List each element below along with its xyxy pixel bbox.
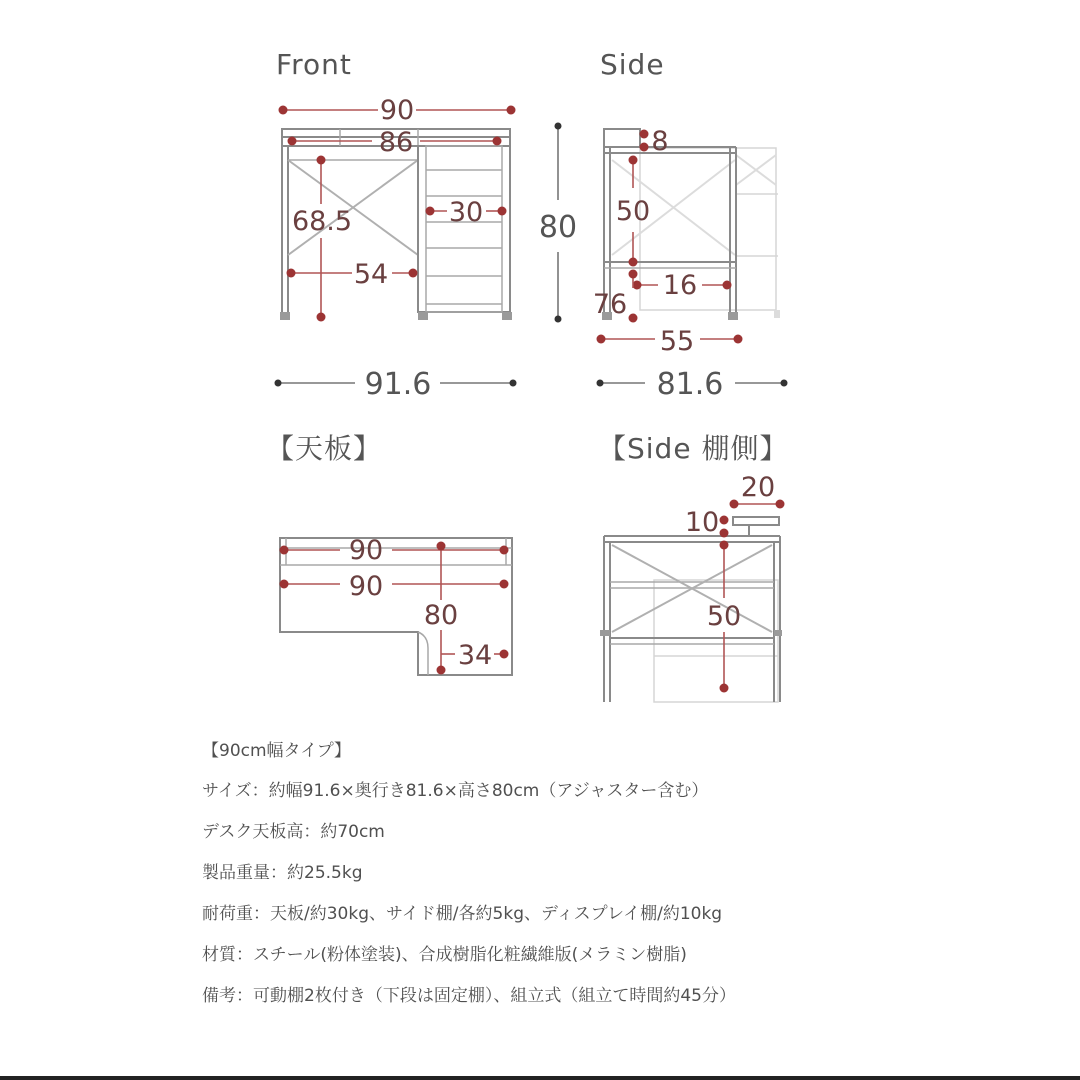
dim-side-top-gap: 8 [651,126,669,157]
side-shelf-view [600,472,785,702]
spec-material: 材質：スチール(粉体塗装)、合成樹脂化粧繊維版(メラミン樹脂) [202,945,687,965]
dim-top-width-back: 90 [348,535,384,566]
dim-front-overall-width: 91.6 [364,367,432,402]
dim-side-height: 50 [615,196,651,227]
spec-weight: 製品重量：約25.5kg [202,863,363,883]
dim-front-drawer-width: 30 [448,197,484,228]
spec-load-capacity: 耐荷重：天板/約30kg、サイド棚/各約5kg、ディスプレイ棚/約10kg [202,904,723,924]
view-label-side: Side [600,48,665,81]
top-plate-view [280,535,513,675]
view-label-front: Front [276,48,352,81]
dim-top-width-front: 90 [348,571,384,602]
view-label-top: 【天板】 [266,432,383,465]
dim-top-depth: 80 [423,600,459,631]
dim-side-shelf-depth: 16 [662,270,698,301]
dim-front-knee-width: 54 [353,259,389,290]
front-adjuster-left [280,312,290,320]
spec-notes: 備考：可動棚2枚付き（下段は固定棚）、組立式（組立て時間約45分） [202,986,736,1006]
view-label-side-shelf: 【Side 棚側】 [598,432,789,465]
dim-total-height: 80 [538,210,578,245]
dim-shelf-height: 50 [706,601,742,632]
side-shelf-top-board [733,517,779,525]
dim-top-cutout-width: 34 [457,640,493,671]
spec-size: サイズ：約幅91.6×奥行き81.6×高さ80cm（アジャスター含む） [202,781,709,801]
front-shelf-unit [418,146,510,312]
side-display-shelf [604,129,640,147]
bottom-divider [0,1076,1080,1080]
dim-side-lower-height: 76 [592,289,628,320]
dim-side-depth: 55 [659,326,695,357]
spec-type: 【90cm幅タイプ】 [202,741,351,761]
dim-shelf-gap: 10 [684,507,720,538]
front-view [275,95,578,402]
dim-shelf-width: 20 [740,472,776,503]
dim-side-overall-depth: 81.6 [656,367,724,402]
dim-front-inner-width: 86 [378,127,414,158]
side-view [593,126,788,402]
dim-front-top-width: 90 [379,95,415,126]
dim-front-height: 68.5 [291,206,353,237]
spec-desk-height: デスク天板高：約70cm [202,822,385,842]
